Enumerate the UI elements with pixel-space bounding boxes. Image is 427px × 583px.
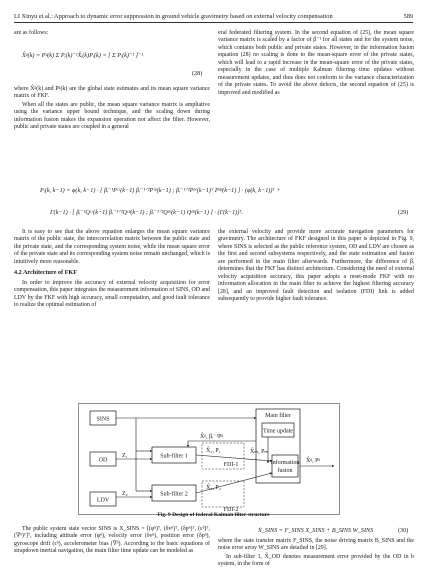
paragraph-public-states: When all the states are public, the mean square variance matrix is ampliative using the variance upper bound technique, and the scaling down during information fusion makes the expansion operation not affect the filter. However, public and private states are coupled in a general (14, 101, 210, 131)
paragraph-state-transfer: where the state transfer matrix F_SINS, the noise driving matrix B_SINS and the noise error array W_SINS are detailed in [29]. (218, 538, 414, 552)
top-left-column (14, 30, 210, 38)
fkf-architecture-diagram (78, 403, 340, 515)
paragraph-where: where X̂ᵍ(k) and Pᵍ(k) are the global state estimates and its mean square variance matrix of FKF. (14, 86, 210, 100)
equation-28: X̂ᵍ(k) = Pᵍ(k) Σ Pᵢ(k)⁻¹X̂ᵢ(k)Pᵢ(k) = [ Σ Pᵢ(k)⁻¹ ]⁻¹ (22, 52, 144, 59)
x2-p2-label: X̂₂, P₂ (206, 485, 221, 491)
paragraph-public-state-vector: The public system state vector SINS is X_SINS = [(φⁿ)ᵀ, (δvⁿ)ᵀ, (δpⁿ)ᵀ, (εᵇ)ᵀ, (∇ᵇ)ᵀ]ᵀ, including attitude error (φⁿ), velocity error (δvⁿ), position error (δpⁿ), gyroscope drift (εᵇ), accelerometer bias (∇ᵇ). According to the basic equations of strapdown inertial navigation, the main filter time update can be modeled as (14, 526, 210, 555)
paragraph-external-velocity: the external velocity and provide more accurate navigation parameters for gravimetry. The architecture of FKF designed in this paper is depicted in Fig. 9, where SINS is selected as the public reference system, OD and LDV are chosen as the first and second subsystems respectively, and the state estimation and fusion are performed in the main filter afterwards. Furthermore, the difference of βᵢ determines that the FKF has distinct architecture. Considering the need of external velocity acquisition accuracy, this paper adopts a reset-mode FKF with no information allocation in the main filter to achieve the highest filtering accuracy [28], and an improved fault detection and isolation (FDI) link is added subsequently to provide higher fault tolerance. (218, 229, 414, 303)
paragraph-easy-to-see: It is easy to see that the above equation enlarges the mean square variance matrix of the public state, the intercorrelation matrix between the public state and the private state, and the corresponding system noise, while the mean square error of the private state and its corresponding system noise remain unchanged, which is intuitively more reasonable. (14, 229, 210, 265)
intro-text: are as follows: (14, 30, 49, 36)
paragraph-federated: eral federated filtering system. In the second equation of (25), the mean square variance matrix is scaled by a factor of β⁻¹ for all states and for the system noise, which contains both public and private states. However, in the information fusion equation (28) no scaling is done to the mean-square error of the private states, which will lead to a rapid increase in the mean-square error of the private states, especially in the case of multiple Kalman filtering time updates without measurement updates, and thus does not conform to the variance characterization of the private states. To avoid the above defects, the second equation of (25) is improved and modified as (218, 30, 414, 96)
xg-pg-label: X̂ᵍ, Pᵍ (306, 458, 321, 464)
z1-label: Z₁ (122, 453, 128, 459)
paragraph-subfilter1: In sub-filter 1, X̂_OD denotes measurement error provided by the OD in b system, in the form of (218, 553, 414, 568)
subfilter1-label: Sub-filter 1 (160, 453, 188, 460)
ldv-label: LDV (96, 497, 110, 504)
section-heading-4-2: 4.2 Architecture of FKF (14, 269, 78, 277)
page-number: 589 (403, 12, 413, 20)
figure-caption: Fig. 9 Design of federal Kalman filter structure (157, 512, 270, 518)
fdi2-label: FDI-2 (223, 507, 239, 513)
equation-29-number: (29) (398, 209, 409, 216)
subfilter2-label: Sub-filter 2 (160, 491, 188, 498)
feedback-label: X̂ᵍ, βᵢ⁻¹Pᵍ (200, 434, 224, 440)
top-left-text (14, 86, 210, 133)
equation-29-line1: Pᵢ(k, k−1) = φ(k, k−1) · [ βᵢ⁻¹Pᶜᶜ(k−1) βᵢ⁻¹ᐟ²Pᶜᵖ(k−1) ; βᵢ⁻¹ᐟ²Pᵖᶜ(k−1)ᵀ Pᵖᵖ(k−1) ] · (φ(k, k−1))ᵀ + (40, 187, 281, 194)
equation-29-line2: Γ(k−1) · [ βᵢ⁻¹Qᶜᶜ(k−1) βᵢ⁻¹ᐟ²Qᶜᵖ(k−1) ; βᵢ⁻¹ᐟ²Qᵖᶜ(k−1) Qᵖᵖ(k−1) ] · (Γ(k−1))ᵀ. (50, 209, 244, 216)
header-rule (14, 22, 413, 23)
equation-28-number: (28) (192, 70, 203, 77)
time-update-label: Time update (263, 428, 293, 435)
mid-right-column (218, 229, 414, 305)
bottom-left-column (14, 526, 210, 557)
sins-label: SINS (96, 416, 110, 423)
bottom-right-column (218, 538, 414, 570)
fdi1-label: FDI-1 (223, 462, 239, 468)
subfilter1-output (196, 455, 272, 461)
x1-p1-label: X̂₁, P₁ (206, 448, 221, 454)
od-label: OD (98, 457, 108, 464)
top-right-column (218, 30, 414, 98)
paragraph-improve-accuracy: In order to improve the accuracy of external velocity acquisition for error compensation, this paper integrates the measurement information of SINS, OD and LDV by the FKF with high accuracy, small computation, and good fault tolerance to realize the optimal estimation of (14, 279, 210, 309)
information-fusion-label-1: Information (270, 460, 300, 466)
z2-label: Z₂ (122, 491, 128, 497)
mid-left-column (14, 229, 210, 311)
header-title: LI Xinyu et al.: Approach to dynamic error suppression in ground vehicle gravimetry based on external velocity compensation (14, 12, 333, 20)
xm-pm-label: X̂ₘ, Pₘ (250, 449, 269, 455)
equation-30-number: (30) (398, 527, 409, 534)
equation-30: Ẋ_SINS = F_SINS X_SINS + B_SINS W_SINS (258, 527, 374, 534)
main-filter-label: Main filter (265, 413, 291, 419)
information-fusion-label-2: fusion (277, 468, 293, 474)
running-header (14, 10, 413, 22)
